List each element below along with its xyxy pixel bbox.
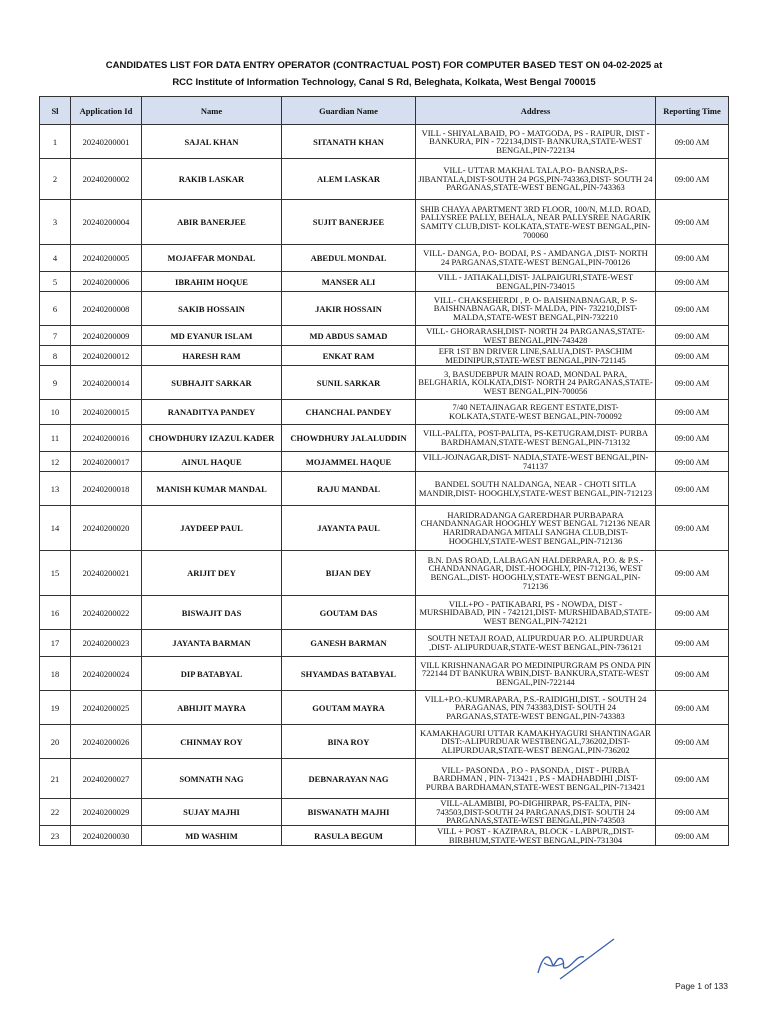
reporting-time-cell: 09:00 AM	[656, 159, 729, 200]
table-row	[40, 452, 729, 472]
serial-number-cell: 4	[40, 245, 71, 272]
table-row	[40, 425, 729, 452]
candidate-name-cell: DIP BATABYAL	[142, 657, 282, 691]
column-header-guardian-name: Guardian Name	[282, 97, 416, 125]
address-cell: VILL - SHIYALABAID, PO - MATGODA, PS - RAIPUR, DIST - BANKURA, PIN - 722134,DIST- BANKURA,STATE-WEST BENGAL,PIN-722134	[416, 125, 656, 159]
serial-number-cell: 20	[40, 725, 71, 759]
table-row	[40, 506, 729, 551]
guardian-name-cell: DEBNARAYAN NAG	[282, 759, 416, 799]
guardian-name-cell: BISWANATH MAJHI	[282, 799, 416, 826]
address-cell: KAMAKHAGURI UTTAR KAMAKHYAGURI SHANTINAGAR DIST:-ALIPURDUAR WESTBENGAL,736202,DIST- ALIPURDUAR,STATE-WEST BENGAL,PIN-736202	[416, 725, 656, 759]
application-id-cell: 20240200016	[71, 425, 142, 452]
guardian-name-cell: SHYAMDAS BATABYAL	[282, 657, 416, 691]
application-id-cell: 20240200029	[71, 799, 142, 826]
serial-number-cell: 8	[40, 346, 71, 366]
column-header-address: Address	[416, 97, 656, 125]
address-cell: EFR 1ST BN DRIVER LINE,SALUA,DIST- PASCHIM MEDINIPUR,STATE-WEST BENGAL,PIN-721145	[416, 346, 656, 366]
serial-number-cell: 22	[40, 799, 71, 826]
application-id-cell: 20240200006	[71, 272, 142, 292]
guardian-name-cell: BIJAN DEY	[282, 551, 416, 596]
table-row	[40, 691, 729, 725]
address-cell: B.N. DAS ROAD, LALBAGAN HALDERPARA, P.O. & P.S.- CHANDANNAGAR, DIST.-HOOGHLY, PIN-712136, WEST BENGAL.,DIST- HOOGHLY,STATE-WEST BENGAL,PIN-712136	[416, 551, 656, 596]
guardian-name-cell: MANSER ALI	[282, 272, 416, 292]
column-header-application-id: Application Id	[71, 97, 142, 125]
table-body	[40, 125, 729, 846]
serial-number-cell: 16	[40, 596, 71, 630]
reporting-time-cell: 09:00 AM	[656, 596, 729, 630]
application-id-cell: 20240200022	[71, 596, 142, 630]
candidate-name-cell: JAYANTA BARMAN	[142, 630, 282, 657]
candidate-name-cell: SUJAY MAJHI	[142, 799, 282, 826]
reporting-time-cell: 09:00 AM	[656, 691, 729, 725]
guardian-name-cell: ENKAT RAM	[282, 346, 416, 366]
serial-number-cell: 2	[40, 159, 71, 200]
serial-number-cell: 14	[40, 506, 71, 551]
guardian-name-cell: SITANATH KHAN	[282, 125, 416, 159]
reporting-time-cell: 09:00 AM	[656, 826, 729, 846]
guardian-name-cell: JAYANTA PAUL	[282, 506, 416, 551]
serial-number-cell: 11	[40, 425, 71, 452]
address-cell: SOUTH NETAJI ROAD, ALIPURDUAR P.O. ALIPURDUAR ,DIST- ALIPURDUAR,STATE-WEST BENGAL,PIN-736121	[416, 630, 656, 657]
candidate-name-cell: MANISH KUMAR MANDAL	[142, 472, 282, 506]
application-id-cell: 20240200015	[71, 400, 142, 425]
reporting-time-cell: 09:00 AM	[656, 346, 729, 366]
table-row	[40, 657, 729, 691]
address-cell: 3, BASUDEBPUR MAIN ROAD, MONDAL PARA, BELGHARIA, KOLKATA,DIST- NORTH 24 PARGANAS,STATE-WEST BENGAL,PIN-700056	[416, 366, 656, 400]
page-title-line-1: CANDIDATES LIST FOR DATA ENTRY OPERATOR (CONTRACTUAL POST) FOR COMPUTER BASED TEST ON 04-02-2025 at	[105, 60, 663, 71]
serial-number-cell: 23	[40, 826, 71, 846]
reporting-time-cell: 09:00 AM	[656, 326, 729, 346]
address-cell: VILL- PASONDA , P.O - PASONDA , DIST - PURBA BARDHMAN , PIN- 713421 , P.S - MADHABDIHI ,DIST- PURBA BARDHAMAN,STATE-WEST BENGAL,PIN-713421	[416, 759, 656, 799]
application-id-cell: 20240200017	[71, 452, 142, 472]
reporting-time-cell: 09:00 AM	[656, 657, 729, 691]
reporting-time-cell: 09:00 AM	[656, 472, 729, 506]
reporting-time-cell: 09:00 AM	[656, 200, 729, 245]
address-cell: VILL+PO - PATIKABARI, PS - NOWDA, DIST - MURSHIDABAD, PIN - 742121,DIST- MURSHIDABAD,STATE-WEST BENGAL,PIN-742121	[416, 596, 656, 630]
serial-number-cell: 1	[40, 125, 71, 159]
reporting-time-cell: 09:00 AM	[656, 452, 729, 472]
guardian-name-cell: GANESH BARMAN	[282, 630, 416, 657]
guardian-name-cell: MOJAMMEL HAQUE	[282, 452, 416, 472]
application-id-cell: 20240200002	[71, 159, 142, 200]
candidate-name-cell: SAJAL KHAN	[142, 125, 282, 159]
application-id-cell: 20240200009	[71, 326, 142, 346]
address-cell: VILL- CHAKSEHERDI , P. O- BAISHNABNAGAR, P. S- BAISHNABNAGAR, DIST- MALDA, PIN- 732210,DIST- MALDA,STATE-WEST BENGAL,PIN-732210	[416, 292, 656, 326]
table-row	[40, 125, 729, 159]
reporting-time-cell: 09:00 AM	[656, 630, 729, 657]
guardian-name-cell: SUNIL SARKAR	[282, 366, 416, 400]
serial-number-cell: 19	[40, 691, 71, 725]
reporting-time-cell: 09:00 AM	[656, 799, 729, 826]
application-id-cell: 20240200025	[71, 691, 142, 725]
candidate-name-cell: SAKIB HOSSAIN	[142, 292, 282, 326]
application-id-cell: 20240200018	[71, 472, 142, 506]
guardian-name-cell: JAKIR HOSSAIN	[282, 292, 416, 326]
table-row	[40, 596, 729, 630]
serial-number-cell: 17	[40, 630, 71, 657]
table-row	[40, 826, 729, 846]
serial-number-cell: 7	[40, 326, 71, 346]
guardian-name-cell: ABEDUL MONDAL	[282, 245, 416, 272]
address-cell: 7/40 NETAJINAGAR REGENT ESTATE,DIST- KOLKATA,STATE-WEST BENGAL,PIN-700092	[416, 400, 656, 425]
table-row	[40, 472, 729, 506]
application-id-cell: 20240200005	[71, 245, 142, 272]
candidate-name-cell: AINUL HAQUE	[142, 452, 282, 472]
serial-number-cell: 12	[40, 452, 71, 472]
reporting-time-cell: 09:00 AM	[656, 125, 729, 159]
table-row	[40, 200, 729, 245]
table-row	[40, 326, 729, 346]
reporting-time-cell: 09:00 AM	[656, 506, 729, 551]
table-row	[40, 292, 729, 326]
candidate-name-cell: CHOWDHURY IZAZUL KADER	[142, 425, 282, 452]
serial-number-cell: 13	[40, 472, 71, 506]
application-id-cell: 20240200020	[71, 506, 142, 551]
application-id-cell: 20240200012	[71, 346, 142, 366]
application-id-cell: 20240200021	[71, 551, 142, 596]
serial-number-cell: 10	[40, 400, 71, 425]
application-id-cell: 20240200004	[71, 200, 142, 245]
reporting-time-cell: 09:00 AM	[656, 725, 729, 759]
table-row	[40, 759, 729, 799]
address-cell: VILL-ALAMBIBI, PO-DIGHIRPAR, PS-FALTA, PIN-743503,DIST-SOUTH 24 PARGANAS,DIST- SOUTH 24 PARGANAS,STATE-WEST BENGAL,PIN-743503	[416, 799, 656, 826]
application-id-cell: 20240200026	[71, 725, 142, 759]
guardian-name-cell: RASULA BEGUM	[282, 826, 416, 846]
candidate-name-cell: JAYDEEP PAUL	[142, 506, 282, 551]
column-header-name: Name	[142, 97, 282, 125]
serial-number-cell: 21	[40, 759, 71, 799]
application-id-cell: 20240200008	[71, 292, 142, 326]
candidate-name-cell: ABHIJIT MAYRA	[142, 691, 282, 725]
candidate-name-cell: SOMNATH NAG	[142, 759, 282, 799]
application-id-cell: 20240200027	[71, 759, 142, 799]
candidates-table	[39, 96, 729, 846]
guardian-name-cell: SUJIT BANERJEE	[282, 200, 416, 245]
column-header-reporting-time: Reporting Time	[656, 97, 729, 125]
reporting-time-cell: 09:00 AM	[656, 272, 729, 292]
column-header-sl: Sl	[40, 97, 71, 125]
serial-number-cell: 3	[40, 200, 71, 245]
reporting-time-cell: 09:00 AM	[656, 292, 729, 326]
address-cell: VILL-PALITA, POST-PALITA, PS-KETUGRAM,DIST- PURBA BARDHAMAN,STATE-WEST BENGAL,PIN-713132	[416, 425, 656, 452]
table-header-row	[40, 97, 729, 125]
address-cell: VILL KRISHNANAGAR PO MEDINIPURGRAM PS ONDA PIN 722144 DT BANKURA WBIN,DIST- BANKURA,STATE-WEST BENGAL,PIN-722144	[416, 657, 656, 691]
candidate-name-cell: MD EYANUR ISLAM	[142, 326, 282, 346]
serial-number-cell: 5	[40, 272, 71, 292]
reporting-time-cell: 09:00 AM	[656, 366, 729, 400]
handwritten-signature-icon	[530, 933, 620, 983]
address-cell: SHIB CHAYA APARTMENT 3RD FLOOR, 100/N, M.I.D. ROAD, PALLYSREE PALLY, BEHALA, NEAR PALLYSREE NAGARIK SAMITY CLUB,DIST- KOLKATA,STATE-WEST BENGAL,PIN-700060	[416, 200, 656, 245]
table-row	[40, 366, 729, 400]
table-row	[40, 551, 729, 596]
table-row	[40, 159, 729, 200]
guardian-name-cell: BINA ROY	[282, 725, 416, 759]
candidate-name-cell: MOJAFFAR MONDAL	[142, 245, 282, 272]
guardian-name-cell: GOUTAM MAYRA	[282, 691, 416, 725]
application-id-cell: 20240200014	[71, 366, 142, 400]
serial-number-cell: 15	[40, 551, 71, 596]
candidate-name-cell: ABIR BANERJEE	[142, 200, 282, 245]
reporting-time-cell: 09:00 AM	[656, 425, 729, 452]
candidate-name-cell: MD WASHIM	[142, 826, 282, 846]
candidate-name-cell: CHINMAY ROY	[142, 725, 282, 759]
guardian-name-cell: RAJU MANDAL	[282, 472, 416, 506]
serial-number-cell: 9	[40, 366, 71, 400]
table-row	[40, 346, 729, 366]
address-cell: VILL- GHORARASH,DIST- NORTH 24 PARGANAS,STATE-WEST BENGAL,PIN-743428	[416, 326, 656, 346]
table-row	[40, 400, 729, 425]
application-id-cell: 20240200001	[71, 125, 142, 159]
reporting-time-cell: 09:00 AM	[656, 400, 729, 425]
guardian-name-cell: ALEM LASKAR	[282, 159, 416, 200]
reporting-time-cell: 09:00 AM	[656, 551, 729, 596]
table-row	[40, 630, 729, 657]
guardian-name-cell: MD ABDUS SAMAD	[282, 326, 416, 346]
table-row	[40, 725, 729, 759]
address-cell: VILL-JOJNAGAR,DIST- NADIA,STATE-WEST BENGAL,PIN-741137	[416, 452, 656, 472]
address-cell: VILL - JATIAKALI,DIST- JALPAIGURI,STATE-WEST BENGAL,PIN-734015	[416, 272, 656, 292]
guardian-name-cell: GOUTAM DAS	[282, 596, 416, 630]
reporting-time-cell: 09:00 AM	[656, 759, 729, 799]
candidate-name-cell: RANADITYA PANDEY	[142, 400, 282, 425]
serial-number-cell: 18	[40, 657, 71, 691]
page-title-line-2: RCC Institute of Information Technology, Canal S Rd, Beleghata, Kolkata, West Bengal 700015	[172, 77, 596, 88]
address-cell: VILL+P.O.-KUMRAPARA, P.S.-RAIDIGHI,DIST. - SOUTH 24 PARAGANAS, PIN 743383,DIST- SOUTH 24 PARGANAS,STATE-WEST BENGAL,PIN-743383	[416, 691, 656, 725]
table-row	[40, 245, 729, 272]
address-cell: VILL- UTTAR MAKHAL TALA,P.O- BANSRA,P.S- JIBANTALA,DIST-SOUTH 24 PGS,PIN-743363,DIST- SOUTH 24 PARGANAS,STATE-WEST BENGAL,PIN-743363	[416, 159, 656, 200]
application-id-cell: 20240200030	[71, 826, 142, 846]
candidate-name-cell: SUBHAJIT SARKAR	[142, 366, 282, 400]
guardian-name-cell: CHANCHAL PANDEY	[282, 400, 416, 425]
address-cell: VILL- DANGA, P.O- BODAI, P.S - AMDANGA ,DIST- NORTH 24 PARGANAS,STATE-WEST BENGAL,PIN-700126	[416, 245, 656, 272]
address-cell: BANDEL SOUTH NALDANGA, NEAR - CHOTI SITLA MANDIR,DIST- HOOGHLY,STATE-WEST BENGAL,PIN-712123	[416, 472, 656, 506]
reporting-time-cell: 09:00 AM	[656, 245, 729, 272]
serial-number-cell: 6	[40, 292, 71, 326]
application-id-cell: 20240200024	[71, 657, 142, 691]
guardian-name-cell: CHOWDHURY JALALUDDIN	[282, 425, 416, 452]
table-row	[40, 799, 729, 826]
candidate-name-cell: ARIJIT DEY	[142, 551, 282, 596]
table-row	[40, 272, 729, 292]
candidate-name-cell: RAKIB LASKAR	[142, 159, 282, 200]
candidate-name-cell: IBRAHIM HOQUE	[142, 272, 282, 292]
address-cell: HARIDRADANGA GARERDHAR PURBAPARA CHANDANNAGAR HOOGHLY WEST BENGAL 712136 NEAR HARIDRADANGA MITALI SANGHA CLUB,DIST- HOOGHLY,STATE-WEST BENGAL,PIN-712136	[416, 506, 656, 551]
address-cell: VILL + POST - KAZIPARA, BLOCK - LABPUR,,DIST- BIRBHUM,STATE-WEST BENGAL,PIN-731304	[416, 826, 656, 846]
application-id-cell: 20240200023	[71, 630, 142, 657]
candidate-name-cell: HARESH RAM	[142, 346, 282, 366]
candidate-name-cell: BISWAJIT DAS	[142, 596, 282, 630]
page-number: Page 1 of 133	[675, 981, 728, 991]
